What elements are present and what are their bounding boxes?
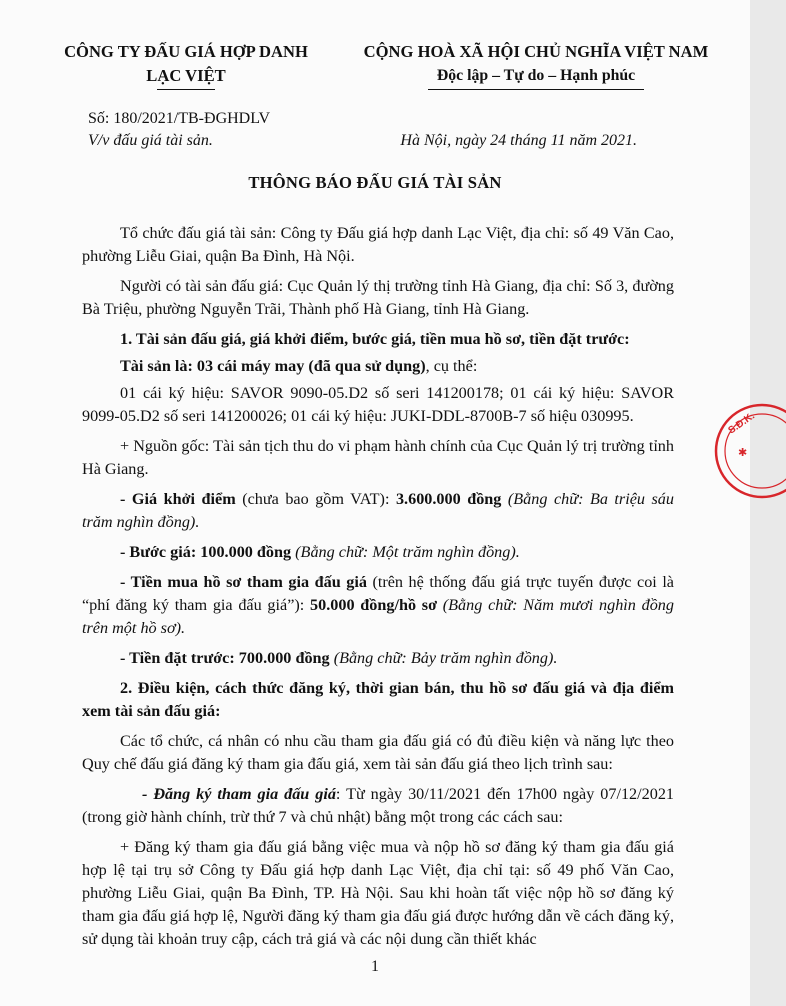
asset-label: Tài sản là: 03 cái máy may (đã qua sử dụng)	[120, 357, 426, 375]
origin-paragraph: + Nguồn gốc: Tài sản tịch thu do vi phạm hành chính của Cục Quản lý trị trường tỉnh Hà Giang.	[82, 437, 674, 478]
document-date: Hà Nội, ngày 24 tháng 11 năm 2021.	[400, 132, 637, 149]
seal-star-icon: ✱	[738, 447, 748, 459]
deposit-words: (Bằng chữ: Bảy trăm nghìn đồng).	[329, 649, 558, 667]
document-title: THÔNG BÁO ĐẤU GIÁ TÀI SẢN	[248, 173, 502, 192]
fee-mid: (trên hệ thống đấu giá trực tuyến được coi là “phí đăng ký tham gia đấu giá”):	[82, 573, 674, 614]
page-number: 1	[371, 958, 379, 975]
conditions-paragraph: Các tổ chức, cá nhân có nhu cầu tham gia đấu giá có đủ điều kiện và năng lực theo Quy chế đấu giá đăng ký tham gia đấu giá, xem tài sản đấu giá theo lịch trình sau:	[82, 732, 674, 773]
organization-underline	[157, 89, 215, 90]
organizer-paragraph: Tổ chức đấu giá tài sản: Công ty Đấu giá hợp danh Lạc Việt, địa chỉ: số 49 Văn Cao, phường Liễu Giai, quận Ba Đình, Hà Nội.	[82, 224, 674, 265]
step-price-label: - Bước giá: 100.000 đồng	[120, 543, 292, 561]
section-1-heading: 1. Tài sản đấu giá, giá khởi điểm, bước giá, tiền mua hồ sơ, tiền đặt trước:	[120, 330, 630, 348]
start-price-mid: (chưa bao gồm VAT):	[235, 490, 396, 508]
national-name: CỘNG HOÀ XÃ HỘI CHỦ NGHĨA VIỆT NAM	[363, 42, 709, 61]
asset-detail-paragraph: 01 cái ký hiệu: SAVOR 9090-05.D2 số seri 141200178; 01 cái ký hiệu: SAVOR 9099-05.D2 số seri 141200026; 01 cái ký hiệu: JUKI-DDL-8700B-7 số hiệu 030995.	[82, 384, 674, 425]
asset-rest: , cụ thể:	[425, 357, 478, 375]
red-seal-stamp	[704, 396, 786, 506]
owner-paragraph: Người có tài sản đấu giá: Cục Quản lý thị trường tỉnh Hà Giang, địa chỉ: Số 3, đường Bà Triệu, phường Nguyễn Trãi, Thành phố Hà Giang, tỉnh Hà Giang.	[82, 277, 674, 318]
organization-name-line2: LẠC VIỆT	[146, 66, 226, 85]
registration-paragraph	[82, 783, 674, 829]
start-price-value: 3.600.000 đồng	[395, 490, 502, 508]
organization-header	[52, 40, 320, 90]
national-header	[330, 40, 742, 90]
asset-paragraph	[82, 355, 674, 378]
seal-text: S.Đ.K.	[726, 410, 757, 437]
document-subject: V/v đấu giá tài sản.	[88, 132, 213, 149]
step-price-paragraph	[82, 541, 674, 564]
document-body	[82, 222, 674, 958]
start-price-words: (Bằng chữ: Ba triệu sáu trăm nghìn đồng).	[82, 490, 674, 531]
section-2-heading: 2. Điều kiện, cách thức đăng ký, thời gian bán, thu hồ sơ đấu giá và địa điểm xem tài sản đấu giá:	[82, 679, 674, 720]
document-number: Số: 180/2021/TB-ĐGHDLV	[88, 110, 271, 127]
registration-method-paragraph: + Đăng ký tham gia đấu giá bằng việc mua và nộp hồ sơ đăng ký tham gia đấu giá hợp lệ tại trụ sở Công ty Đấu giá hợp danh Lạc Việt, địa chỉ tại: số 49 phố Văn Cao, phường Liễu Giai, quận Ba Đình, TP. Hà Nội. Sau khi hoàn tất việc nộp hồ sơ đăng ký tham gia đấu giá hợp lệ, Người đăng ký tham gia đấu giá được hướng dẫn về cách đăng ký, sử dụng tài khoản truy cập, cách trả giá và các nội dung cần thiết khác	[82, 838, 674, 948]
deposit-label: - Tiền đặt trước: 700.000 đồng	[120, 649, 330, 667]
fee-words: (Bằng chữ: Năm mươi nghìn đồng trên một hồ sơ).	[82, 596, 674, 637]
registration-text: : Từ ngày 30/11/2021 đến 17h00 ngày 07/12/2021 (trong giờ hành chính, trừ thứ 7 và chủ nhật) bằng một trong các cách sau:	[82, 785, 675, 826]
national-motto: Độc lập – Tự do – Hạnh phúc	[436, 67, 636, 84]
fee-label: - Tiền mua hồ sơ tham gia đấu giá	[120, 573, 367, 591]
registration-label: - Đăng ký tham gia đấu giá	[142, 785, 336, 803]
step-price-words: (Bằng chữ: Một trăm nghìn đồng).	[291, 543, 520, 561]
fee-paragraph	[82, 571, 674, 640]
start-price-label: - Giá khởi điểm	[120, 490, 236, 508]
motto-underline	[428, 89, 644, 90]
fee-value: 50.000 đồng/hồ sơ	[310, 596, 438, 614]
start-price-paragraph	[82, 488, 674, 534]
organization-name-line1: CÔNG TY ĐẤU GIÁ HỢP DANH	[64, 42, 308, 61]
deposit-paragraph	[82, 647, 674, 670]
